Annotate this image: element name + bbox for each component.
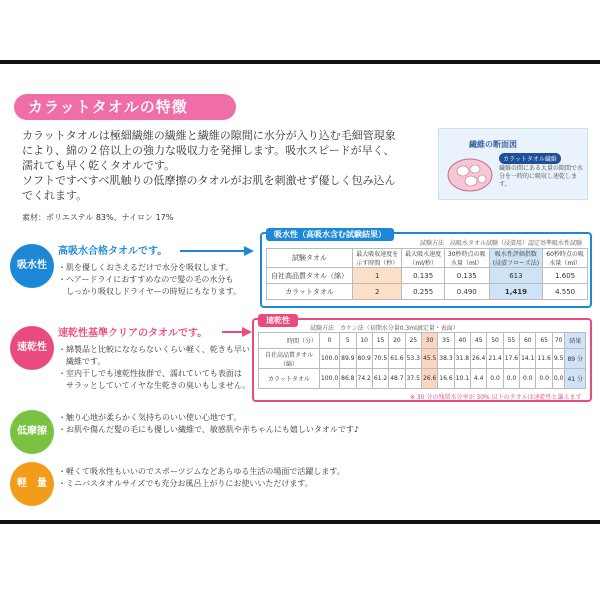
quickdry-note: ※ 30 分の残留水分率が 30% 以下のタオルは速乾性と謳えます	[410, 394, 582, 401]
absorb-heading: 高吸水合格タオルです。	[58, 246, 168, 257]
absorb-circle: 吸水性	[10, 244, 54, 288]
table-cell: 21.4	[487, 349, 503, 369]
table-cell: 1.605	[543, 268, 588, 284]
table-header: 55	[503, 333, 519, 349]
table-cell: 80.9	[356, 349, 372, 369]
table-cell: 45.5	[421, 349, 437, 369]
table-cell: 0.490	[444, 284, 489, 300]
diagram-note: 繊維の間にある大量の隙間で水分を一時的に吸収し速乾します。	[499, 165, 584, 188]
bullet: 繊維です。	[58, 357, 106, 366]
table-cell: 9.5	[552, 349, 565, 369]
bullet: ・お肌や傷んだ髪の毛にも優しい繊維で、敏感肌や赤ちゃんにも嬉しいタオルです♪	[58, 425, 359, 434]
table-header: 5	[340, 333, 356, 349]
table-header: 60	[520, 333, 536, 349]
bullet: ・肌を優しくおさえるだけで水分を吸収します。	[58, 263, 234, 272]
table-cell: 26.6	[421, 369, 437, 389]
table-header: 10	[356, 333, 372, 349]
table-header: 最大吸水速度（ml/秒）	[402, 249, 444, 268]
material-text: 素材：ポリエステル 83%、ナイロン 17%	[22, 213, 174, 222]
table-header: 時間（分）	[259, 333, 320, 349]
table-cell: 48.7	[389, 369, 405, 389]
table-cell: 41 分	[565, 369, 586, 389]
table-header: 30	[421, 333, 437, 349]
absorb-table-tag: 吸水性（高吸水含む試験結果）	[266, 228, 394, 241]
quickdry-heading: 速乾性基準クリアのタオルです。	[58, 328, 208, 339]
quickdry-table	[258, 332, 586, 389]
table-cell: 16.6	[438, 369, 454, 389]
table-cell: 自社高品質タオル（綿）	[259, 349, 320, 369]
bullet: ・室内干しでも速乾性抜群で、濡れていても表面は	[58, 369, 242, 378]
table-cell: 100.0	[319, 349, 339, 369]
table-cell: 10.1	[454, 369, 470, 389]
bullet: サラッとしていてイヤな生乾きの臭いもしません。	[58, 381, 251, 390]
table-header: 35	[438, 333, 454, 349]
table-cell: 0.0	[503, 369, 519, 389]
table-cell: カラットタオル	[267, 284, 353, 300]
absorb-method: 試験方法 高吸水タオル試験（浸漬用）認定基準吸水性試験	[420, 240, 583, 247]
table-header: 30秒時点の吸水量（ml）	[444, 249, 489, 268]
table-row	[267, 268, 588, 284]
table-cell: 0.135	[402, 268, 444, 284]
table-header: 70	[552, 333, 565, 349]
table-cell: 自社高品質タオル（綿）	[267, 268, 353, 284]
table-cell: 4.4	[471, 369, 487, 389]
quickdry-table-tag: 速乾性	[258, 314, 298, 327]
table-header: 吸水性評価指数(浸漬フローズ法)	[489, 249, 543, 268]
table-cell: 0.0	[536, 369, 552, 389]
table-cell: 89.9	[340, 349, 356, 369]
table-header: 65	[536, 333, 552, 349]
table-cell: 11.6	[536, 349, 552, 369]
table-cell: 0.0	[487, 369, 503, 389]
intro-line: ソフトですべすべ肌触りの低摩擦のタオルがお肌を刺激せず優しく包み込ん	[22, 174, 396, 187]
friction-circle: 低摩擦	[10, 410, 54, 454]
arrow-right-icon	[242, 327, 252, 337]
table-cell: 14.1	[520, 349, 536, 369]
quickdry-method: 試験方法 カケン法（初期水分量0.3ml滴定量・表面）	[310, 325, 459, 332]
table-header: 15	[372, 333, 388, 349]
page-title: カラットタオルの特徴	[14, 94, 236, 120]
quickdry-arrow	[222, 331, 244, 333]
table-header: 50	[487, 333, 503, 349]
table-cell: 0.0	[520, 369, 536, 389]
table-header-row	[259, 333, 586, 349]
fiber-cross-section-icon	[445, 155, 495, 195]
bottom-divider	[0, 520, 600, 524]
table-row	[259, 349, 586, 369]
table-cell: 61.2	[372, 369, 388, 389]
intro-text	[22, 128, 442, 203]
intro-line: カラットタオルは極細繊維の繊維と繊維の隙間に水分が入り込む毛細管現象	[22, 129, 396, 142]
table-cell: 86.8	[340, 369, 356, 389]
quickdry-bullets	[58, 344, 250, 392]
arrow-right-icon	[244, 246, 254, 256]
bullet: ・触り心地が柔らかく気持ちのいい使い心地です。	[58, 413, 242, 422]
table-cell: 4.550	[543, 284, 588, 300]
light-circle: 軽 量	[10, 462, 54, 506]
table-header: 60秒時点の吸水量（ml）	[543, 249, 588, 268]
table-header: 結果	[565, 333, 586, 349]
absorb-arrow	[180, 250, 246, 252]
intro-line: により、綿の２倍以上の強力な吸収力を発揮します。吸水スピードが早く、	[22, 144, 395, 157]
table-cell: 1,419	[489, 284, 543, 300]
table-header: 0	[319, 333, 339, 349]
bullet: ・綿製品と比較になならないくらい軽く、乾きも早い	[58, 345, 250, 354]
table-cell: 1	[353, 268, 402, 284]
table-header: 40	[454, 333, 470, 349]
diagram-title: 繊維の断面図	[469, 140, 517, 149]
fiber-diagram	[438, 128, 588, 200]
table-cell: 74.2	[356, 369, 372, 389]
table-cell: 17.6	[503, 349, 519, 369]
table-header: 最大吸収速度を示す時間（秒）	[353, 249, 402, 268]
table-cell: 0.0	[552, 369, 565, 389]
table-cell: 61.6	[389, 349, 405, 369]
top-divider	[0, 60, 600, 64]
bullet: ・ヘアードライにおすすめなので髪の毛の水分も	[58, 275, 234, 284]
table-header-row	[267, 249, 588, 268]
table-cell: 100.0	[319, 369, 339, 389]
table-cell: 89 分	[565, 349, 586, 369]
table-cell: 0.255	[402, 284, 444, 300]
bullet: しっかり吸収しドライヤーの時短にもなります。	[58, 287, 242, 296]
table-cell: 2	[353, 284, 402, 300]
table-cell: 613	[489, 268, 543, 284]
table-header: 20	[389, 333, 405, 349]
table-cell: 26.4	[471, 349, 487, 369]
friction-bullets	[58, 412, 359, 436]
table-cell: 31.8	[454, 349, 470, 369]
table-header: 45	[471, 333, 487, 349]
table-cell: 0.135	[444, 268, 489, 284]
quickdry-circle: 速乾性	[10, 326, 54, 370]
table-cell: 37.5	[405, 369, 421, 389]
table-row	[267, 284, 588, 300]
absorb-table	[266, 248, 588, 300]
diagram-badge: カラットタオル繊維	[499, 153, 561, 164]
light-bullets	[58, 466, 345, 490]
table-row	[259, 369, 586, 389]
table-cell: カラットタオル	[259, 369, 320, 389]
table-header: 25	[405, 333, 421, 349]
intro-line: でくれます。	[22, 189, 88, 202]
table-cell: 38.3	[438, 349, 454, 369]
table-cell: 70.5	[372, 349, 388, 369]
bullet: ・軽くて吸水性もいいのでスポーツジムなどあらゆる生活の場面で活躍します。	[58, 467, 345, 476]
table-header: 試験タオル	[267, 249, 353, 268]
intro-line: 濡れても早く乾くタオルです。	[22, 159, 176, 172]
bullet: ・ミニバスタオルサイズでも充分お風呂上がりにお使いいただけます。	[58, 479, 313, 488]
absorb-bullets	[58, 262, 241, 298]
table-cell: 53.3	[405, 349, 421, 369]
